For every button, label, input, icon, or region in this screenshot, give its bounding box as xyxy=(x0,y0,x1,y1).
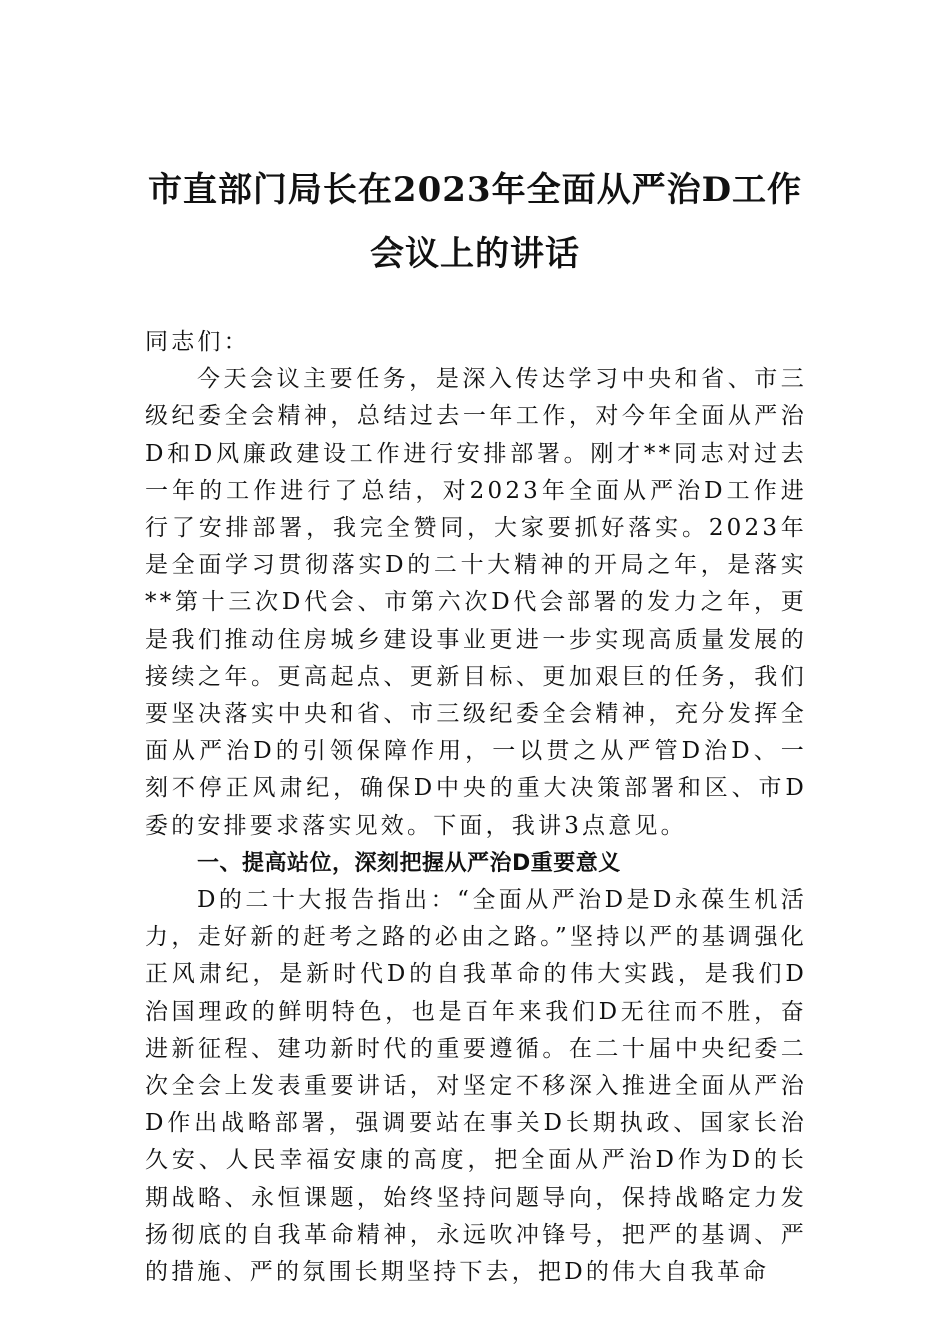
paragraph-opening: 今天会议主要任务，是深入传达学习中央和省、市三级纪委全会精神，总结过去一年工作，对今年全面从严治D和D风廉政建设工作进行安排部署。刚才**同志对过去一年的工作进行了总结，对2023年全面从严治D工作进行了安排部署，我完全赞同，大家要抓好落实。2023年是全面学习贯彻落实D的二十大精神的开局之年，是落实**第十三次D代会、市第六次D代会部署的发力之年，更是我们推动住房城乡建设事业更进一步实现高质量发展的接续之年。更高起点、更新目标、更加艰巨的任务，我们要坚决落实中央和省、市三级纪委全会精神，充分发挥全面从严治D的引领保障作用，一以贯之从严管D治D、一刻不停正风肃纪，确保D中央的重大决策部署和区、市D委的安排要求落实见效。下面，我讲3点意见。 xyxy=(145,366,807,839)
paragraph-section-1: D的二十大报告指出：“全面从严治D是D永葆生机活力，走好新的赶考之路的必由之路。”坚持以严的基调强化正风肃纪，是新时代D的自我革命的伟大实践，是我们D治国理政的鲜明特色，也是百年来我们D无往而不胜，奋进新征程、建功新时代的重要遵循。在二十届中央纪委二次全会上发表重要讲话，对坚定不移深入推进全面从严治D作出战略部署，强调要站在事关D长期执政、国家长治久安、人民幸福安康的高度，把全面从严治D作为D的长期战略、永恒课题，始终坚持问题导向，保持战略定力发扬彻底的自我革命精神，永远吹冲锋号，把严的基调、严的措施、严的氛围长期坚持下去，把D的伟大自我革命 xyxy=(145,887,807,1286)
title-line-2: 会议上的讲话 xyxy=(370,234,580,274)
salutation: 同志们： xyxy=(145,329,250,355)
title-line-1: 市直部门局长在2023年全面从严治D工作 xyxy=(147,170,803,210)
section-heading-1: 一、提高站位，深刻把握从严治D重要意义 xyxy=(197,850,621,876)
document-body xyxy=(145,324,807,1291)
document-title xyxy=(145,158,805,286)
